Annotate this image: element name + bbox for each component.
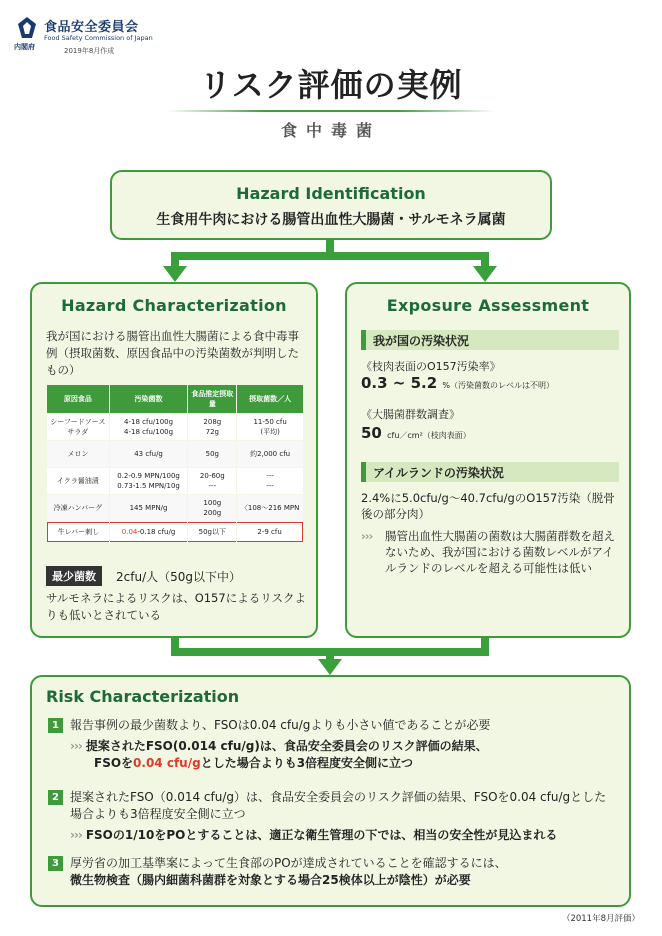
coliform-survey-value-row	[361, 424, 471, 442]
table-cell: 約2,000 cfu	[237, 441, 303, 467]
risk-item-text: 報告事例の最少菌数より、FSOは0.04 cfu/gよりも小さい値であることが必要	[70, 718, 491, 732]
table-row	[47, 495, 303, 521]
exposure-assessment-box	[345, 282, 631, 638]
table-cell: 100g 200g	[188, 495, 236, 521]
table-header-row	[47, 385, 303, 413]
fsc-logo-icon	[16, 16, 38, 40]
highlight-value: 0.04	[121, 528, 138, 536]
coliform-survey-label: 《大腸菌群数調査》	[361, 408, 460, 421]
risk-item-sub-text: FSOの1/10をPOとすることは、適正な衛生管理の下では、相当の安全性が見込まれる	[85, 828, 558, 842]
table-row	[47, 441, 303, 467]
risk-item-1	[48, 717, 618, 772]
table-row	[47, 414, 303, 440]
risk-item-text-2: 微生物検査（腸内細菌科菌群を対象とする場合25検体以上が陰性）が必要	[70, 873, 471, 887]
risk-characterization-box	[30, 675, 631, 907]
ireland-conclusion-text: 腸管出血性大腸菌の菌数は大腸菌群数を超えないため、我が国における菌数レベルがアイルランドのレベルを超える可能性は低い	[385, 529, 615, 575]
flow-arrow-split-icon	[160, 240, 500, 282]
carcass-survey-value-row	[361, 374, 554, 392]
evaluation-date-note: （2011年8月評価）	[561, 914, 640, 924]
risk-item-text: 提案されたFSO（0.014 cfu/g）は、食品安全委員会のリスク評価の結果、FSOを0.04 cfu/gとした場合よりも3倍程度安全側に立つ	[70, 790, 607, 821]
risk-item-sub-text: とした場合よりも3倍程度安全側に立つ	[200, 756, 414, 770]
highlight-value-rest: -0.18 cfu/g	[137, 528, 176, 536]
risk-item-sub	[48, 827, 618, 844]
min-count-value: 2cfu/人（50g以下中）	[116, 570, 241, 584]
hazard-characterization-box	[30, 282, 318, 638]
ireland-contamination-text: 2.4%に5.0cfu/g〜40.7cfu/gのO157汚染（脱骨後の部分肉）	[361, 491, 615, 521]
risk-item-sub-text: 提案されたFSO(0.014 cfu/g)は、食品安全委員会のリスク評価の結果、	[85, 739, 488, 753]
title-divider	[166, 110, 496, 112]
carcass-survey-label: 《枝肉表面のO157汚染率》	[361, 360, 501, 373]
chevron-right-icon: ›››	[361, 529, 373, 543]
table-cell: --- ---	[237, 468, 303, 494]
gov-label: 内閣府	[14, 43, 35, 51]
chevron-right-icon: ›››	[70, 739, 82, 753]
risk-item-3	[48, 855, 618, 889]
table-cell: 0.2-0.9 MPN/100g 0.73-1.5 MPN/10g	[110, 468, 188, 494]
salmonella-note: サルモネラによるリスクは、O157によるリスクよりも低いとされている	[46, 591, 306, 622]
hazard-identification-heading: Hazard Identification	[236, 184, 426, 203]
coliform-survey-unit: cfu／cm²（枝肉表面）	[387, 431, 471, 440]
carcass-survey-unit: %（汚染菌数のレベルは不明）	[442, 381, 555, 390]
table-cell: シーフードソース サラダ	[47, 414, 109, 440]
japan-contamination-title: 我が国の汚染状況	[373, 334, 470, 348]
chevron-right-icon: ›››	[70, 828, 82, 842]
table-header: 摂取菌数／人	[237, 385, 303, 413]
table-row	[47, 468, 303, 494]
flow-arrow-merge-icon	[160, 638, 500, 675]
table-cell: メロン	[47, 441, 109, 467]
table-cell: 208g 72g	[188, 414, 236, 440]
outbreak-table	[46, 384, 304, 543]
item-number-badge: 3	[48, 856, 63, 871]
table-cell: 145 MPN/g	[110, 495, 188, 521]
carcass-survey-value: 0.3 ~ 5.2	[361, 374, 438, 392]
coliform-survey-value: 50	[361, 424, 382, 442]
japan-contamination-bar	[361, 330, 619, 350]
page-title: リスク評価の実例	[199, 66, 463, 104]
table-header: 原因食品	[47, 385, 109, 413]
table-row-highlighted	[47, 522, 303, 542]
table-cell: 50g	[188, 441, 236, 467]
table-cell: 2-9 cfu	[237, 522, 303, 542]
risk-item-sub-line2	[48, 755, 618, 772]
table-cell	[110, 522, 188, 542]
header	[12, 12, 212, 58]
table-cell: 〈108〜216 MPN	[237, 495, 303, 521]
table-header: 汚染菌数	[110, 385, 188, 413]
fso-highlight: 0.04 cfu/g	[133, 756, 201, 770]
risk-item-sub	[48, 738, 618, 755]
section-mark-icon	[361, 462, 366, 482]
table-cell: 20-60g ---	[188, 468, 236, 494]
risk-item-2	[48, 789, 618, 844]
table-cell: 4-18 cfu/100g 4-18 cfu/100g	[110, 414, 188, 440]
hazard-characterization-intro: 我が国における腸管出血性大腸菌による食中毒事例（摂取菌数、原因食品中の汚染菌数が判明したもの）	[46, 329, 299, 377]
item-number-badge: 2	[48, 790, 63, 805]
item-number-badge: 1	[48, 718, 63, 733]
ireland-conclusion	[361, 528, 621, 576]
risk-item-text: 厚労省の加工基準案によって生食部のPOが達成されていることを確認するには、	[70, 856, 507, 870]
risk-characterization-heading: Risk Characterization	[46, 687, 240, 706]
table-cell: 50g以下	[188, 522, 236, 542]
table-header: 食品推定摂取量	[188, 385, 236, 413]
hazard-identification-box	[110, 170, 552, 240]
ireland-contamination-title: アイルランドの汚染状況	[373, 466, 504, 480]
table-cell: イクラ醤油漬	[47, 468, 109, 494]
table-cell: 11-50 cfu (平均)	[237, 414, 303, 440]
ireland-contamination-bar	[361, 462, 619, 482]
table-cell: 冷凍ハンバーグ	[47, 495, 109, 521]
hazard-characterization-heading: Hazard Characterization	[61, 296, 287, 315]
page-subtitle: 食中毒菌	[280, 121, 381, 140]
min-count-row	[46, 566, 308, 586]
risk-item-sub-text: FSOを	[94, 756, 134, 770]
exposure-assessment-heading: Exposure Assessment	[386, 296, 590, 315]
min-count-label: 最少菌数	[46, 566, 102, 586]
table-cell: 43 cfu/g	[110, 441, 188, 467]
section-mark-icon	[361, 330, 366, 350]
hazard-identification-text: 生食用牛肉における腸管出血性大腸菌・サルモネラ属菌	[156, 212, 506, 228]
agency-name: 食品安全委員会	[44, 20, 139, 35]
table-cell: 牛レバー刺し	[47, 522, 109, 542]
created-date: 2019年8月作成	[64, 47, 115, 55]
agency-name-en: Food Safety Commission of Japan	[44, 34, 153, 42]
